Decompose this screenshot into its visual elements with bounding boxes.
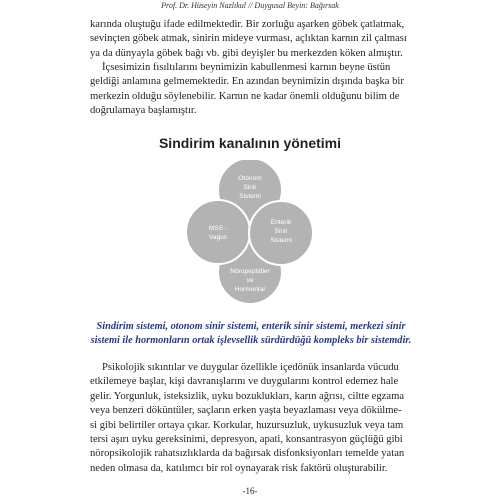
running-header: Prof. Dr. Hüseyin Nazlıkul // Duygusal Beyin: Bağırsak bbox=[161, 1, 339, 10]
circle-cns-vagus bbox=[186, 200, 250, 264]
label-hormonlar: Hormonlar bbox=[234, 286, 266, 293]
label-ve: ve bbox=[246, 277, 254, 284]
text-line: neden olmasa da, katılımcı bir rol oynayarak risk faktörü oluşturabilir. bbox=[90, 462, 388, 474]
paragraph-1 bbox=[90, 18, 412, 61]
text-line: doğrulamaya başlamıştır. bbox=[90, 105, 197, 117]
label-sinir: Sinir bbox=[274, 228, 288, 235]
caption-line: sistemi ile hormonların ortak işlevsellik sürdürdüğü kompleks bir sistemdir. bbox=[90, 335, 412, 347]
figure-title: Sindirim kanalının yönetimi bbox=[158, 135, 342, 151]
text-line: tersi aşırı uyku gereksinimi, depresyon, apati, konsantrasyon güçlüğü gibi bbox=[90, 434, 403, 446]
text-line: sevinçten göbek atmak, sinirin mideye vurması, açlıktan karnın zil çalması bbox=[90, 33, 407, 45]
label-noropeptidler: Nöropeptidler bbox=[230, 268, 270, 275]
text-line: ya da dünyayla göbek bağı vb. gibi deyişler bu merkezden köken almıştır. bbox=[90, 47, 403, 59]
text-line: İçsesimizin fısıltılarını beynimizin kabullenmesi karnın beyne üstün bbox=[102, 62, 391, 73]
text-line: karında oluştuğu ifade edilmektedir. Bir zorluğu aşarken göbek çatlatmak, bbox=[90, 19, 405, 30]
label-otonom: Otonom bbox=[238, 175, 262, 182]
text-line: geldiği anlamına gelmemektedir. En azından beynimizin dışında başka bir bbox=[90, 76, 404, 88]
label-sistemi: Sistemi bbox=[239, 193, 261, 200]
text-line: etkilemeye başlar, kişi davranışlarını ve duygularını kontrol edemez hale bbox=[90, 376, 399, 388]
text-line: veya benzeri döküntüler, saçların erken yaşta beyazlaması veya dökülme- bbox=[90, 405, 402, 417]
paragraph-2 bbox=[90, 61, 412, 119]
page-number: -16- bbox=[242, 486, 258, 496]
paragraph-3 bbox=[90, 361, 412, 476]
label-sinir: Sinir bbox=[243, 184, 257, 191]
text-line: Psikolojik sıkıntılar ve duygular özellikle içedönük insanlarda vücudu bbox=[102, 362, 399, 373]
figure-caption bbox=[90, 320, 412, 349]
caption-line: Sindirim sistemi, otonom sinir sistemi, enterik sinir sistemi, merkezi sinir bbox=[96, 321, 406, 332]
text-line: merkezin olduğu söylenebilir. Karnın ne kadar önemli olduğunu bilim de bbox=[90, 90, 400, 102]
label-vagus: Vagus bbox=[208, 234, 228, 241]
venn-diagram bbox=[170, 160, 330, 310]
label-mss: MSS - bbox=[208, 225, 228, 232]
label-sistemi: Sistemi bbox=[270, 237, 292, 244]
label-enterik: Enterik bbox=[270, 219, 292, 226]
text-line: si gibi belirtiler ortaya çıkar. Korkular, huzursuzluk, uykusuzluk veya tam bbox=[90, 419, 404, 431]
text-line: gelir. Yorgunluk, isteksizlik, uyku bozuklukları, karın ağrısı, ciltte egzama bbox=[90, 390, 405, 402]
text-line: nöropsikolojik rahatsızlıklarda da bağırsak disfonksiyonları temelde yatan bbox=[90, 448, 405, 460]
